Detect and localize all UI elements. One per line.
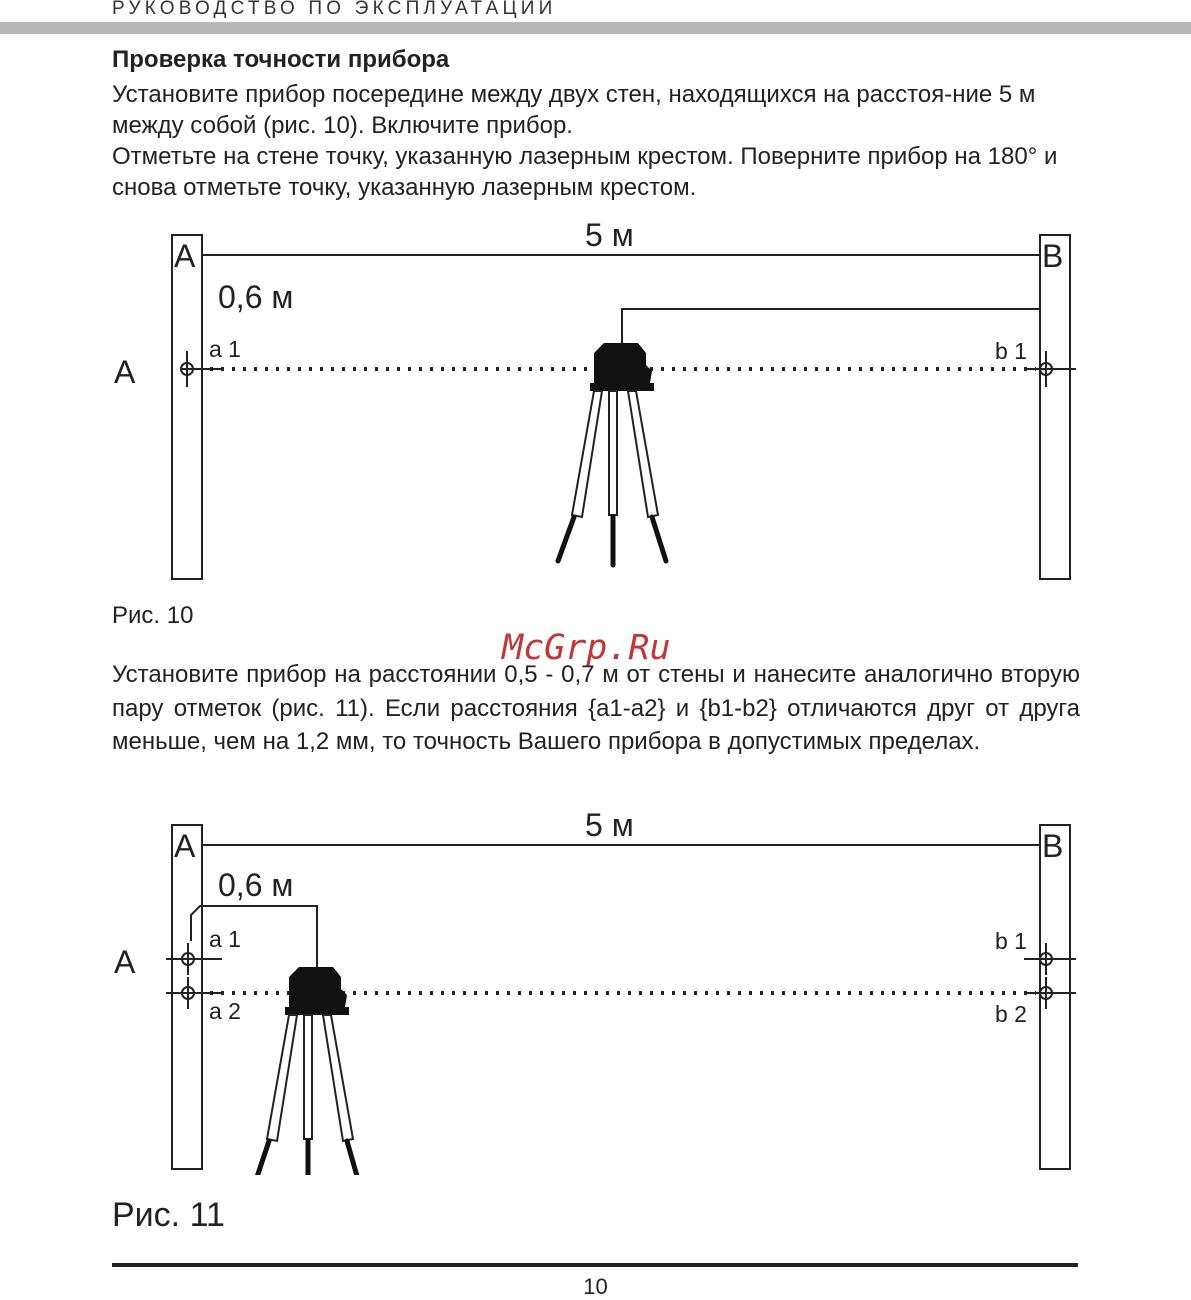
figure-10-caption: Рис. 10 — [112, 602, 194, 629]
page-number: 10 — [583, 1274, 608, 1299]
figure-11-caption: Рис. 11 — [112, 1196, 225, 1234]
laser-level-tripod-icon — [558, 343, 666, 565]
mark-b2-label: b 2 — [995, 1001, 1027, 1027]
watermark: McGrp.Ru — [502, 628, 671, 668]
left-wall — [172, 235, 202, 579]
mark-a1-label: a 1 — [209, 926, 241, 952]
mark-a2-label: a 2 — [209, 998, 241, 1024]
footer-rule — [112, 1263, 1078, 1267]
offset-leader-line — [622, 309, 1040, 363]
wall-left-label: A — [174, 238, 196, 274]
distance-label: 5 м — [585, 217, 634, 253]
manual-header-title: РУКОВОДСТВО ПО ЭКСПЛУАТАЦИИ — [112, 0, 557, 19]
section-heading: Проверка точности прибора — [112, 46, 450, 73]
offset-label: 0,6 м — [218, 867, 294, 903]
laser-level-tripod-icon — [255, 967, 359, 1175]
paragraph-second-pair: Установите прибор на расстоянии 0,5 - 0,7 м от стены и нанесите аналогично вторую пару отметок (рис. 11). Если расстояния {a1-a2} и {b1-b2} отличаются друг от друга меньше, чем на 1,2 мм, то точность Вашего прибора в допустимых пределах. — [112, 661, 1080, 755]
wall-right-label: B — [1042, 238, 1064, 274]
side-label: A — [114, 944, 136, 980]
right-wall — [1040, 825, 1070, 1169]
header-rule — [0, 22, 1191, 34]
wall-left-label: A — [174, 828, 196, 864]
distance-label: 5 м — [585, 807, 634, 843]
crosshair-b1-icon — [1024, 351, 1076, 387]
mark-b1-label: b 1 — [995, 928, 1027, 954]
paragraph-marking: Отметьте на стене точку, указанную лазерным крестом. Поверните прибор на 180° и снова отметьте точку, указанную лазерным крестом. — [112, 143, 1058, 201]
wall-right-label: B — [1042, 828, 1064, 864]
crosshair-b2-icon — [1024, 977, 1076, 1009]
offset-label: 0,6 м — [218, 279, 294, 315]
mark-b1-label: b 1 — [995, 338, 1027, 364]
figure-10-diagram — [0, 215, 1191, 585]
side-label: A — [114, 354, 136, 390]
figure-11-diagram — [0, 805, 1191, 1175]
mark-a1-label: a 1 — [209, 336, 241, 362]
crosshair-b1-icon — [1024, 943, 1076, 975]
paragraph-setup: Установите прибор посередине между двух стен, находящихся на расстоя-ние 5 м между собой (рис. 10). Включите прибор. — [112, 81, 1036, 139]
right-wall — [1040, 235, 1070, 579]
